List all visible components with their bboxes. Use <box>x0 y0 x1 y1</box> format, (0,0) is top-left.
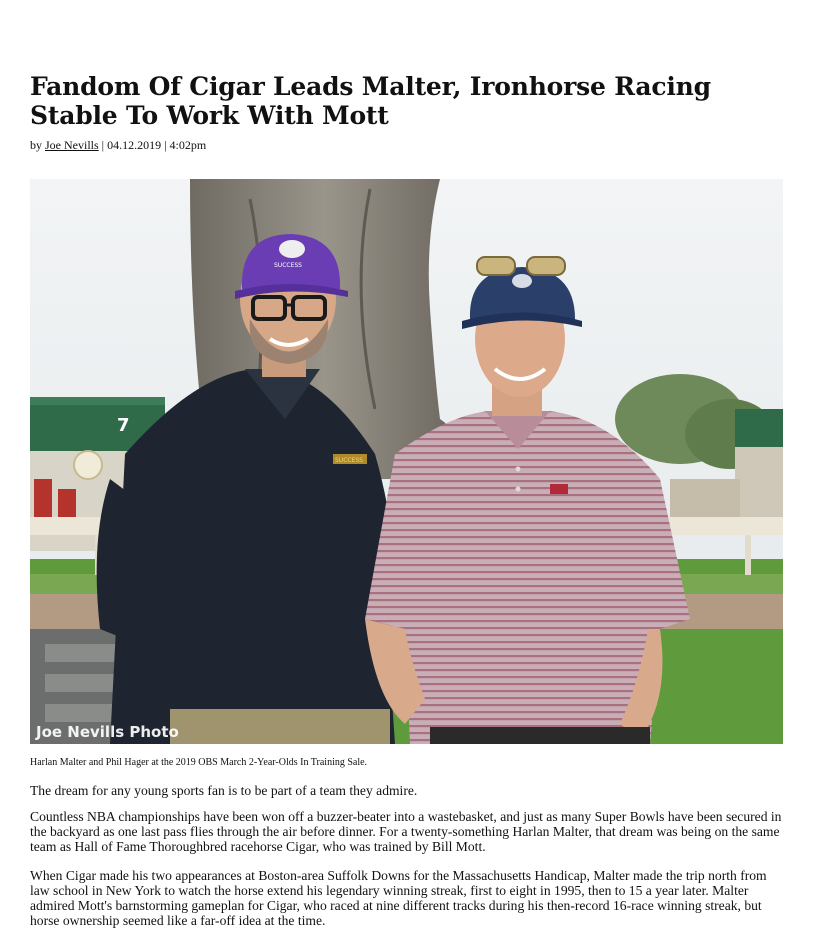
article-paragraph: Countless NBA championships have been won off a buzzer-beater into a wastebasket, and just as many Super Bowls have been secured in the backyard as one last pass flies through the air before dinner. For a twenty-something Harlan Malter, that dream was being on the same team as Hall of Fame Thoroughbred racehorse Cigar, who was trained by Bill Mott. <box>30 809 782 854</box>
barn-number: 7 <box>117 415 130 436</box>
photo-credit: Joe Nevills Photo <box>36 723 179 741</box>
author-link[interactable]: Joe Nevills <box>45 138 99 152</box>
article-headline: Fandom Of Cigar Leads Malter, Ironhorse Racing Stable To Work With Mott <box>30 72 711 130</box>
shirt-logo: SUCCESS <box>335 457 363 464</box>
byline <box>30 138 206 153</box>
byline-separator: | <box>164 138 167 152</box>
photo-caption: Harlan Malter and Phil Hager at the 2019 OBS March 2-Year-Olds In Training Sale. <box>30 757 368 768</box>
article-paragraph: The dream for any young sports fan is to be part of a team they admire. <box>30 783 418 798</box>
photo-illustration <box>30 179 783 744</box>
cap-logo: SUCCESS <box>274 262 302 269</box>
article-paragraph: When Cigar made his two appearances at Boston-area Suffolk Downs for the Massachusetts Handicap, Malter made the trip north from law school in New York to watch the horse extend his legendary winning streak, first to eight in 1995, then to 15 a year later. Malter admired Mott's barnstorming gameplan for Cigar, who raced at nine different tracks during his then-record 16-race winning streak, but horse ownership seemed like a far-off idea at the time. <box>30 868 767 928</box>
publish-date: 04.12.2019 <box>107 138 162 152</box>
publish-time: 4:02pm <box>169 138 207 152</box>
byline-separator: | <box>101 138 105 152</box>
byline-prefix: by <box>30 138 42 152</box>
article-photo <box>30 179 783 744</box>
